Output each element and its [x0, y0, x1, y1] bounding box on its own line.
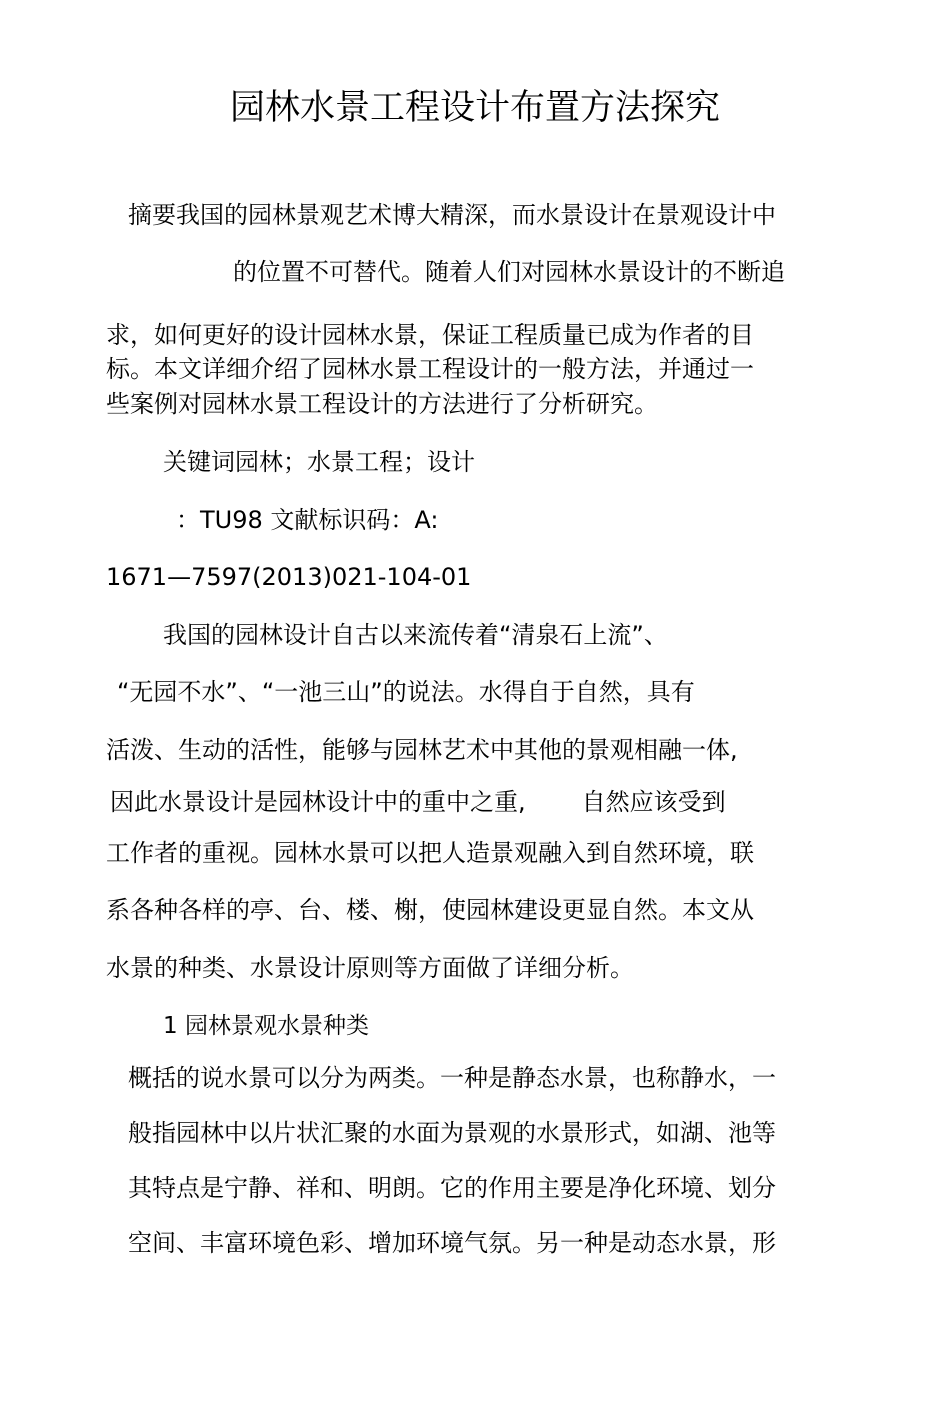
section-line: 空间、丰富环境色彩、增加环境气氛。另一种是动态水景，形	[128, 1229, 776, 1257]
abstract-line: 些案例对园林水景工程设计的方法进行了分析研究。	[106, 390, 658, 418]
intro-line-part: 因此水景设计是园林设计中的重中之重,	[110, 788, 526, 816]
intro-line: 活泼、生动的活性，能够与园林艺术中其他的景观相融一体,	[106, 736, 738, 764]
intro-line: 工作者的重视。园林水景可以把人造景观融入到自然环境，联	[106, 839, 754, 867]
intro-line: 水景的种类、水景设计原则等方面做了详细分析。	[106, 954, 634, 982]
keywords: 关键词园林；水景工程；设计	[163, 448, 475, 476]
document-title: 园林水景工程设计布置方法探究	[229, 88, 720, 128]
section-line: 其特点是宁静、祥和、明朗。它的作用主要是净化环境、划分	[128, 1174, 776, 1202]
intro-line	[110, 785, 726, 819]
section-heading: 1 园林景观水景种类	[163, 1013, 369, 1039]
abstract-line: 求，如何更好的设计园林水景，保证工程质量已成为作者的目	[106, 321, 754, 349]
classification-code: ：TU98 文献标识码：A:	[176, 506, 439, 534]
intro-line: 我国的园林设计自古以来流传着“清泉石上流”、	[163, 621, 668, 649]
article-number: 1671—7597(2013)021-104-01	[106, 563, 472, 591]
section-line: 般指园林中以片状汇聚的水面为景观的水景形式，如湖、池等	[128, 1119, 776, 1147]
intro-line: “无园不水”、“一池三山”的说法。水得自于自然，具有	[117, 678, 695, 706]
abstract-line: 摘要我国的园林景观艺术博大精深，而水景设计在景观设计中	[128, 201, 776, 229]
intro-line: 系各种各样的亭、台、楼、榭，使园林建设更显自然。本文从	[106, 896, 754, 924]
intro-line-part: 自然应该受到	[581, 788, 726, 816]
abstract-line: 标。本文详细介绍了园林水景工程设计的一般方法，并通过一	[106, 355, 754, 383]
section-line: 概括的说水景可以分为两类。一种是静态水景，也称静水，一	[128, 1064, 776, 1092]
abstract-line: 的位置不可替代。随着人们对园林水景设计的不断追	[233, 258, 785, 286]
